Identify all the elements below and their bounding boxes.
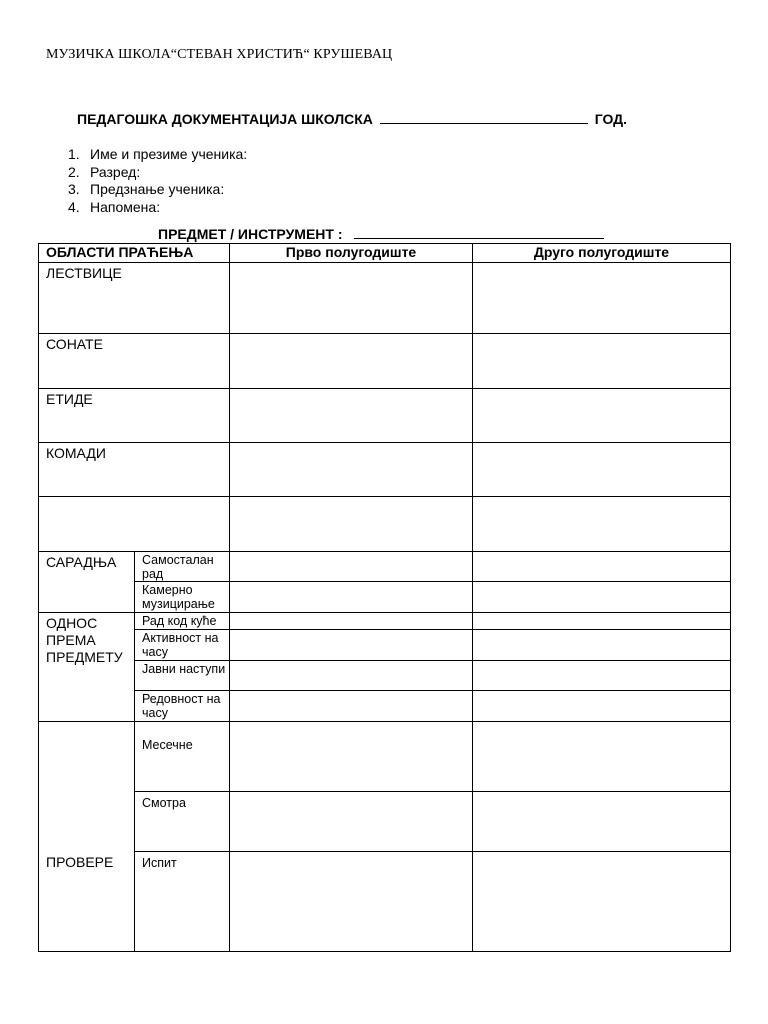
row-label-pieces: КОМАДИ (39, 443, 230, 497)
table-row (39, 582, 731, 613)
row-label-checks: ПРОВЕРЕ (39, 722, 135, 952)
sub-label-home-work: Рад код куће (135, 613, 230, 630)
subject-label: ПРЕДМЕТ / ИНСТРУМЕНТ : (158, 226, 343, 242)
table-row (39, 497, 731, 552)
subject-blank[interactable] (354, 225, 604, 239)
table-row (39, 852, 731, 952)
sub-label-chamber-music: Камерно музицирање (135, 582, 230, 613)
cell-second-semester[interactable] (473, 852, 731, 952)
cell-second-semester[interactable] (473, 630, 731, 661)
areas-header: ОБЛАСТИ ПРАЋЕЊА (39, 244, 230, 263)
sub-label-class-activity: Активност на часу (135, 630, 230, 661)
row-label-etudes: ЕТИДЕ (39, 389, 230, 443)
note-label: Напомена: (90, 198, 161, 215)
cell-second-semester[interactable] (473, 334, 731, 389)
cell-second-semester[interactable] (473, 691, 731, 722)
cell-first-semester[interactable] (230, 661, 473, 691)
cell-second-semester[interactable] (473, 443, 731, 497)
cell-second-semester[interactable] (473, 722, 731, 792)
cell-first-semester[interactable] (230, 552, 473, 582)
list-item (68, 146, 247, 164)
cell-second-semester[interactable] (473, 582, 731, 613)
cell-first-semester[interactable] (230, 792, 473, 852)
document-title-suffix: ГОД. (594, 111, 628, 127)
list-item-number: 4. (68, 198, 80, 215)
row-label-scales: ЛЕСТВИЦЕ (39, 263, 230, 334)
cell-second-semester[interactable] (473, 613, 731, 630)
list-item-number: 2. (68, 163, 80, 180)
student-name-label: Име и презиме ученика: (90, 146, 248, 162)
table-row (39, 630, 731, 661)
list-item-number: 1. (68, 146, 80, 162)
list-item (68, 164, 247, 182)
row-label-attitude: ОДНОС ПРЕМА ПРЕДМЕТУ (39, 613, 135, 722)
grade-label: Разред: (90, 163, 141, 180)
cell-second-semester[interactable] (473, 552, 731, 582)
student-info-list (68, 146, 247, 216)
cell-first-semester[interactable] (230, 334, 473, 389)
row-label-sonatas: СОНАТЕ (39, 334, 230, 389)
table-row (39, 389, 731, 443)
table-row (39, 691, 731, 722)
table-row (39, 552, 731, 582)
document-title (77, 110, 627, 127)
cell-first-semester[interactable] (230, 852, 473, 952)
table-row (39, 334, 731, 389)
table-row (39, 661, 731, 691)
table-row (39, 443, 731, 497)
row-label-empty[interactable] (39, 497, 230, 552)
sub-label-independent-work: Самосталан рад (135, 552, 230, 582)
table-header-row (39, 244, 731, 263)
table-row (39, 263, 731, 334)
cell-first-semester[interactable] (230, 613, 473, 630)
tracking-table (38, 243, 731, 952)
row-label-cooperation: САРАДЊА (39, 552, 135, 613)
cell-first-semester[interactable] (230, 722, 473, 792)
prior-knowledge-label: Предзнање ученика: (90, 181, 225, 197)
sub-label-review: Смотра (135, 792, 230, 852)
school-name: МУЗИЧКА ШКОЛА“СТЕВАН ХРИСТИЋ“ КРУШЕВАЦ (46, 47, 393, 62)
cell-first-semester[interactable] (230, 497, 473, 552)
first-semester-header: Прво полугодиште (230, 244, 473, 263)
cell-first-semester[interactable] (230, 263, 473, 334)
cell-second-semester[interactable] (473, 389, 731, 443)
sub-label-exam: Испит (135, 852, 230, 952)
sub-label-monthly: Месечне (135, 722, 230, 792)
document-title-prefix: ПЕДАГОШКА ДОКУМЕНТАЦИЈА ШКОЛСКА (77, 111, 373, 127)
table-row (39, 613, 731, 630)
cell-first-semester[interactable] (230, 389, 473, 443)
sub-label-public-performances: Јавни наступи (135, 661, 230, 691)
subject-line (158, 225, 604, 242)
list-item (68, 181, 247, 199)
cell-second-semester[interactable] (473, 263, 731, 334)
list-item-number: 3. (68, 181, 80, 197)
table-row (39, 722, 731, 792)
cell-first-semester[interactable] (230, 582, 473, 613)
sub-label-attendance: Редовност на часу (135, 691, 230, 722)
cell-first-semester[interactable] (230, 691, 473, 722)
cell-second-semester[interactable] (473, 497, 731, 552)
cell-second-semester[interactable] (473, 792, 731, 852)
school-year-blank[interactable] (380, 110, 588, 124)
cell-first-semester[interactable] (230, 443, 473, 497)
cell-second-semester[interactable] (473, 661, 731, 691)
cell-first-semester[interactable] (230, 630, 473, 661)
list-item (68, 199, 247, 217)
table-row (39, 792, 731, 852)
second-semester-header: Друго полугодиште (473, 244, 731, 263)
